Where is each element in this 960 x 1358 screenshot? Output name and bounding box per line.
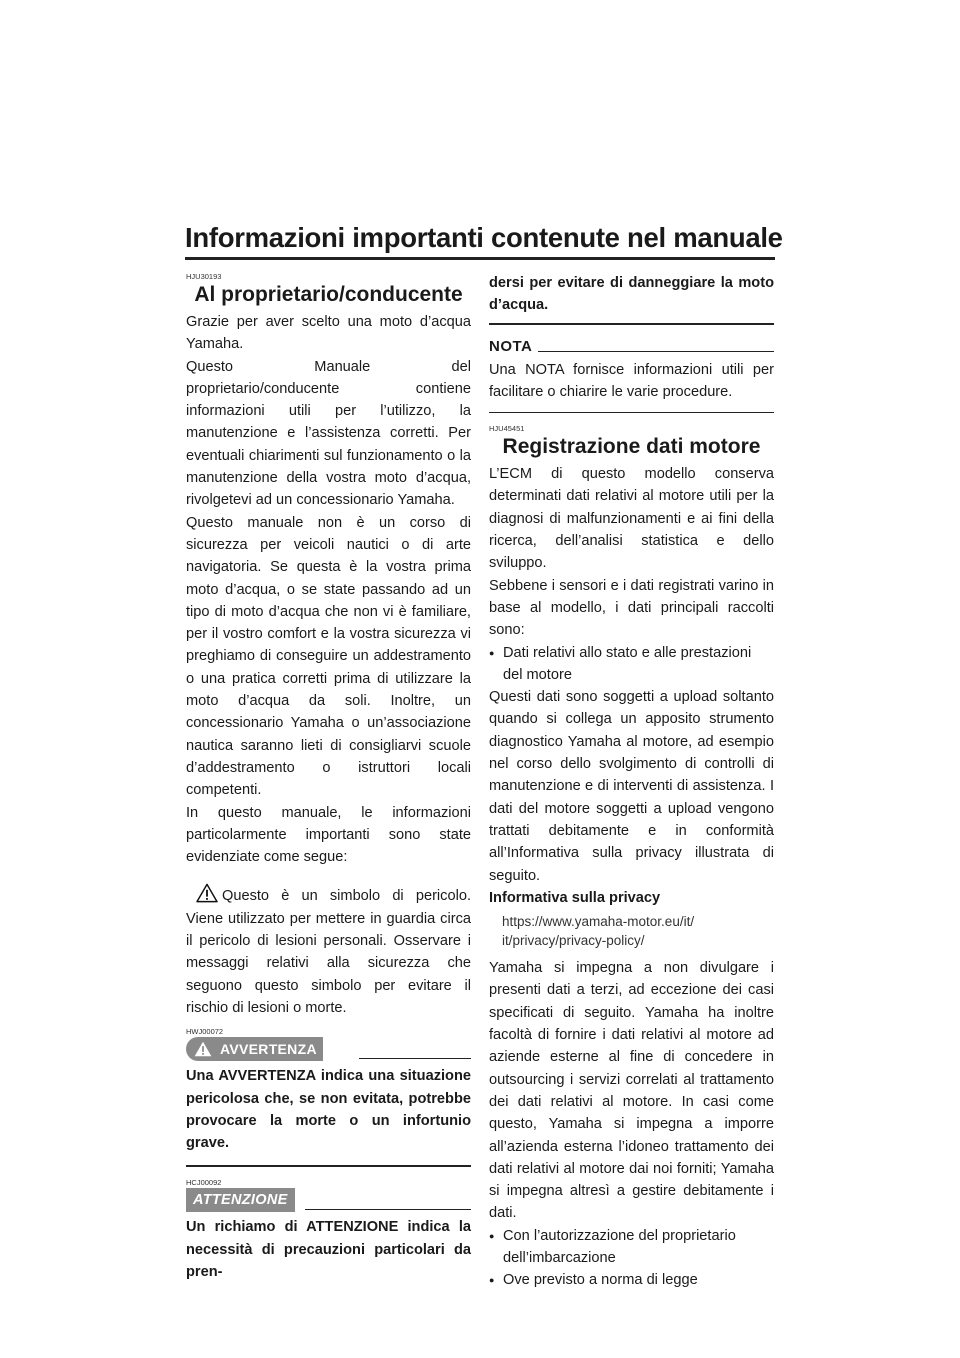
paragraph: Questo manuale non è un corso di sicurezza per veicoli nautici o di arte navigatoria. Se questa è la vostra prima moto d’acqua, o se state passando ad un tipo di moto d’acqua che non vi è familiare, per il vostro comfort e la vostra sicurezza vi preghiamo di conseguire un addestramento o una pratica corretti prima di utilizzare la moto d’acqua da soli. Inoltre, un concessionario Yamaha o un’associazione nautica saranno lieti di consigliarvi scuole d’addestramento o istruttori locali competenti. <box>186 514 471 799</box>
warning-label: AVVERTENZA <box>220 1041 317 1058</box>
paragraph: Sebbene i sensori e i dati registrati varino in base al modello, i dati principali raccolti sono: <box>489 577 774 639</box>
warning-triangle-icon <box>194 1041 212 1057</box>
privacy-url-line: https://www.yamaha-motor.eu/it/ <box>502 914 695 930</box>
section-code: HCJ00092 <box>186 1178 222 1188</box>
warning-text: Una AVVERTENZA indica una situazione pericolosa che, se non evitata, potrebbe provocare la morte o un infortunio grave. <box>186 1068 471 1152</box>
list-item: ● Ove previsto a norma di legge <box>489 1269 774 1291</box>
caution-text-continued: dersi per evitare di danneggiare la moto d’acqua. <box>489 275 774 314</box>
paragraph: L’ECM di questo modello conserva determinati dati relativi al motore utili per la diagnosi di malfunzionamenti e ai fini della ricerca, dell’analisi statistica e dello sviluppo. <box>489 466 774 572</box>
list-item: ● Dati relativi allo stato e alle prestazioni del motore <box>489 642 774 687</box>
caution-end-rule <box>489 323 774 325</box>
paragraph: Yamaha si impegna a non divulgare i presenti dati a terzi, ad eccezione dei casi specificati di seguito. Yamaha ha inoltre facoltà di fornire i dati relativi al motore ad aziende esterne al fine di concedere in outsourcing i servizi correlati al trattamento dei dati relativi al motore. In casi come questo, Yamaha si impegna a imporre all’azienda esterna l’idoneo trattamento dei dati relativi al motore dai noi forniti; Yamaha si impegna altresì a gestire debitamente i dati. <box>489 960 774 1222</box>
paragraph: Grazie per aver scelto una moto d’acqua Yamaha. <box>186 314 471 353</box>
privacy-title: Informativa sulla privacy <box>489 889 661 906</box>
bullet-list <box>489 1225 774 1292</box>
section-heading-owner: Al proprietario/conducente <box>194 283 463 306</box>
section-heading-engine-data: Registrazione dati motore <box>502 435 761 459</box>
section-code: HWJ00072 <box>186 1027 224 1037</box>
list-item: ● Con l’autorizzazione del proprietario dell’imbarcazione <box>489 1225 774 1270</box>
note-text: Una NOTA fornisce informazioni utili per facilitare o chiarire le varie procedure. <box>489 361 774 400</box>
bullet-list <box>489 642 774 687</box>
banner-rule <box>359 1058 471 1059</box>
page-title: Informazioni importanti contenute nel manuale <box>185 222 783 253</box>
privacy-url-line: it/privacy/privacy-policy/ <box>502 933 645 949</box>
warning-banner <box>186 1037 471 1061</box>
banner-rule <box>305 1209 471 1210</box>
note-label: NOTA <box>489 337 533 355</box>
section-code: HJU30193 <box>186 272 222 281</box>
note-heading <box>489 339 774 355</box>
caution-badge: ATTENZIONE <box>186 1188 295 1212</box>
section-code: HJU45451 <box>489 424 525 434</box>
paragraph: Questi dati sono soggetti a upload soltanto quando si collega un apposito strumento diagnostico Yamaha al motore, ad esempio nel corso dello svolgimento di controlli di manutenzione e di interventi di assistenza. I dati del motore soggetti a upload vengono trattati debitamente e in conformità all’Informativa sulla privacy illustrata di seguito. <box>489 689 774 884</box>
hazard-triangle-icon <box>196 883 218 903</box>
warning-end-rule <box>186 1165 471 1167</box>
header-rule <box>185 257 775 260</box>
note-end-rule <box>489 412 774 413</box>
left-column <box>186 272 471 1283</box>
caution-text: Un richiamo di ATTENZIONE indica la necessità di precauzioni particolari da pren- <box>186 1219 471 1280</box>
paragraph: In questo manuale, le informazioni particolarmente importanti sono state evidenziate come segue: <box>186 804 471 866</box>
privacy-url <box>489 912 774 950</box>
paragraph: Questo Manuale del proprietario/conducente contiene informazioni utili per l’utilizzo, la manutenzione e l’assistenza corretti. Per eventuali chiarimenti sul funzionamento o la manutenzione della vostra moto d’acqua, rivolgetevi ad un concessionario Yamaha. <box>186 358 471 509</box>
right-column <box>489 272 774 1292</box>
page-header <box>185 222 783 260</box>
hazard-symbol-text: Questo è un simbolo di pericolo. Viene utilizzato per mettere in guardia circa il pericolo di lesioni personali. Osservare i messaggi relativi alla sicurezza che seguono questo simbolo per evitare il rischio di lesioni o morte. <box>186 888 471 1016</box>
warning-badge <box>186 1037 323 1061</box>
caution-banner <box>186 1188 471 1212</box>
note-rule <box>538 351 774 352</box>
hazard-symbol-paragraph <box>186 883 471 1019</box>
